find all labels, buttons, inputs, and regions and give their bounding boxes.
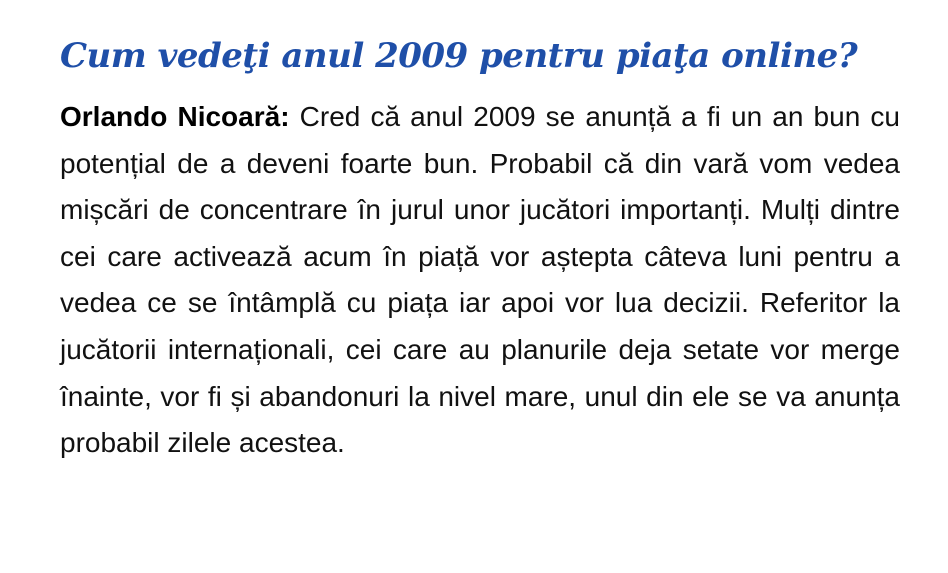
speaker-name: Orlando Nicoară: <box>60 101 290 132</box>
answer-text: Cred că anul 2009 se anunță a fi un an bun cu potențial de a deveni foarte bun. Probabil că din vară vom vedea mișcări de concentrare în jurul unor jucători importanți. Mulți dintre cei care activează acum în piață vor aștepta câteva luni pentru a vedea ce se întâmplă cu piața iar apoi vor lua decizii. Referitor la jucătorii internaționali, cei care au planurile deja setate vor merge înainte, vor fi și abandonuri la nivel mare, unul din ele se va anunța probabil zilele acestea. <box>60 101 900 459</box>
interview-answer <box>60 94 900 467</box>
interview-question: Cum vedeţi anul 2009 pentru piaţa online? <box>60 36 858 76</box>
